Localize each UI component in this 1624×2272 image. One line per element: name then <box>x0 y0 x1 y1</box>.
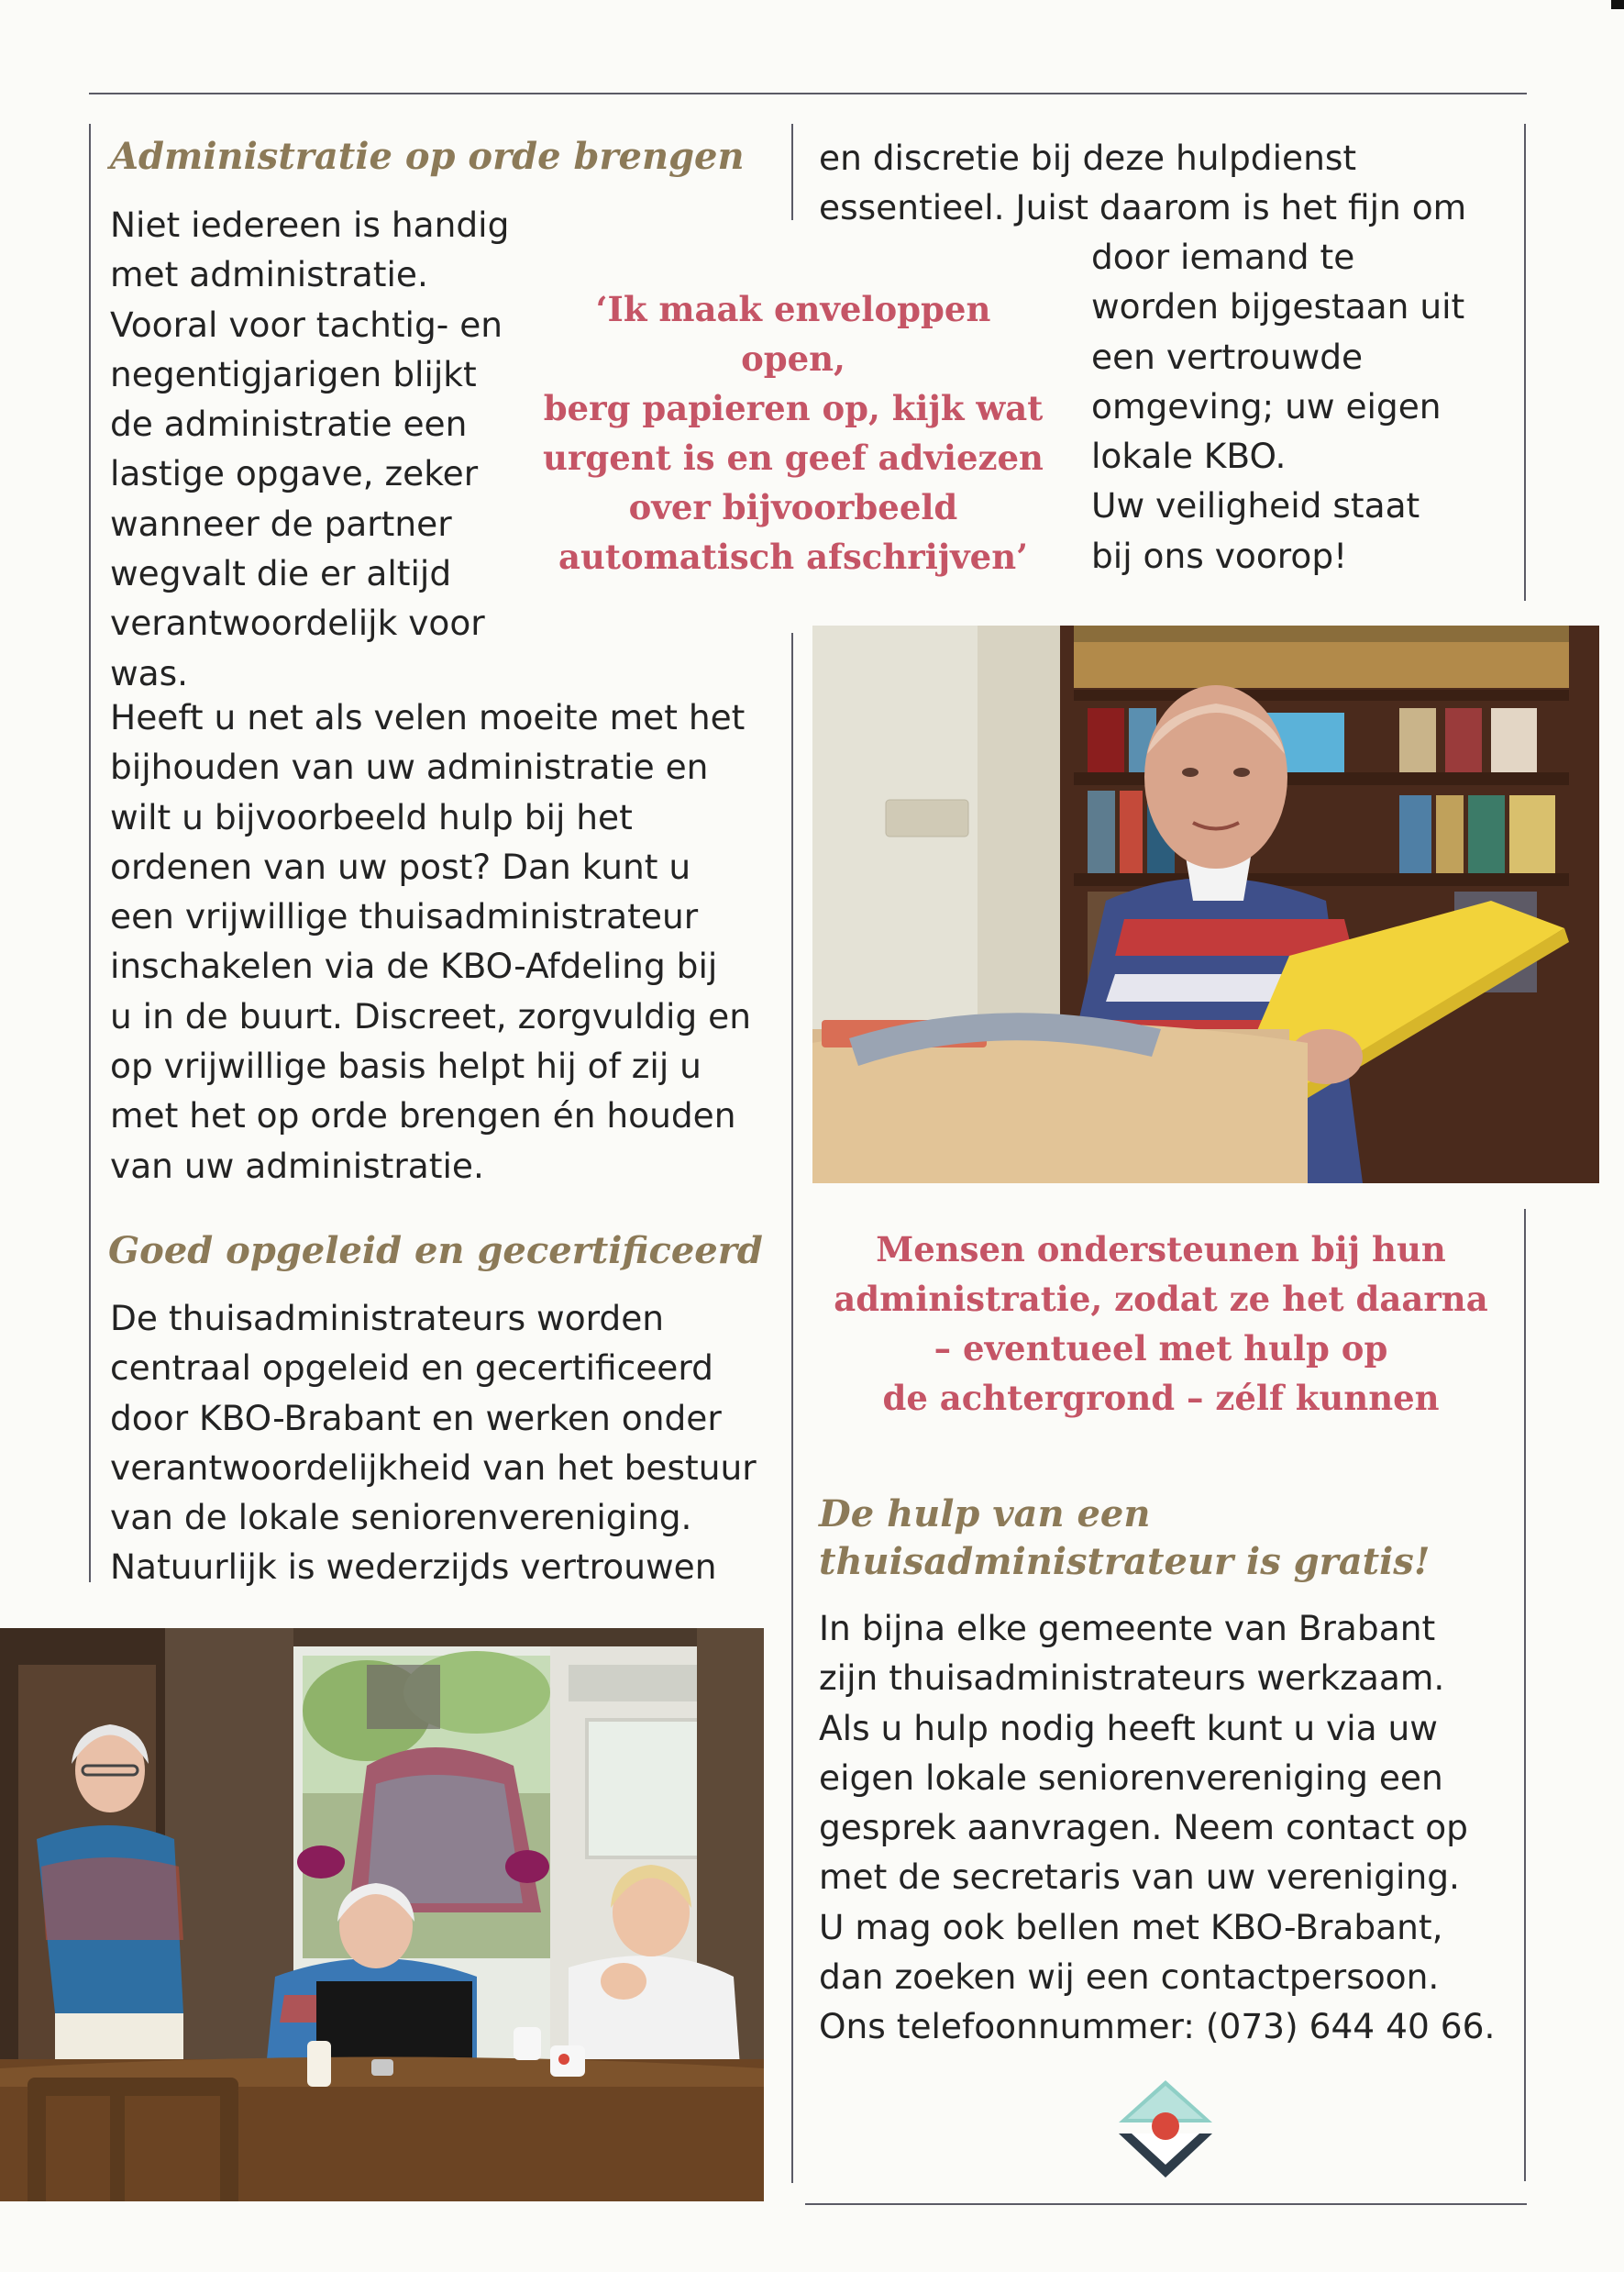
photo-man-with-folder <box>812 626 1599 1183</box>
photo-three-women <box>0 1628 764 2201</box>
kbo-logo-icon <box>1117 2080 1214 2179</box>
help-paragraph: Heeft u net als velen moeite met het bijhouden van uw administratie en wilt u bijvoorbeeld hulp bij het ordenen van uw post? Dan kunt u een vrijwillige thuisadministrateur inschakelen via de KBO-Afdeling bij u in de buurt. Discreet, zorgvuldig en op vrijwillige basis helpt hij of zij u met het op orde brengen én houden van uw administratie. <box>110 697 751 1186</box>
scan-corner-mark <box>1611 0 1624 9</box>
photo-caption: Mensen ondersteunen bij hun administratie, zodat ze het daarna – eventueel met hulp op de achtergrond – zélf kunnen <box>834 1229 1488 1418</box>
section-heading-gratis-line1: De hulp van een <box>819 1492 1151 1535</box>
continuation-paragraph-top: en discretie bij deze hulpdienst essentieel. Juist daarom is het fijn om <box>819 138 1467 228</box>
continuation-paragraph-narrow: door iemand te worden bijgestaan uit een vertrouwde omgeving; uw eigen lokale KBO. Uw veiligheid staat bij ons voorop! <box>1091 237 1465 576</box>
section-heading-administratie: Administratie op orde brengen <box>110 135 745 178</box>
section-heading-opgeleid: Goed opgeleid en gecertificeerd <box>108 1229 763 1272</box>
section-heading-gratis-line2: thuisadministrateur is gratis! <box>819 1540 1431 1583</box>
left-column-rule <box>89 124 91 1582</box>
training-paragraph: De thuisadministrateurs worden centraal opgeleid en gecertificeerd door KBO-Brabant en werken onder verantwoordelijkheid van het bestuur van de lokale seniorenvereniging. Natuurlijk is wederzijds vertrouwen <box>110 1298 757 1588</box>
top-rule <box>89 93 1527 94</box>
free-help-paragraph: In bijna elke gemeente van Brabant zijn thuisadministrateurs werkzaam. Als u hulp nodig heeft kunt u via uw eigen lokale seniorenvereniging een gesprek aanvragen. Neem contact op met de secretaris van uw vereniging. U mag ook bellen met KBO-Brabant, dan zoeken wij een contactpersoon. Ons telefoonnummer: (073) 644 40 66. <box>819 1608 1496 2047</box>
middle-rule-top <box>791 124 793 220</box>
bottom-rule <box>805 2203 1527 2205</box>
middle-rule-lower <box>791 633 793 2183</box>
intro-paragraph: Niet iedereen is handig met administratie. Vooral voor tachtig- en negentigjarigen blijkt de administratie een lastige opgave, zeker wanneer de partner wegvalt die er altijd verantwoordelijk voor was. <box>110 205 510 693</box>
pull-quote: ‘Ik maak enveloppen open, berg papieren op, kijk wat urgent is en geef adviezen over bijvoorbeeld automatisch afschrijven’ <box>543 289 1044 577</box>
